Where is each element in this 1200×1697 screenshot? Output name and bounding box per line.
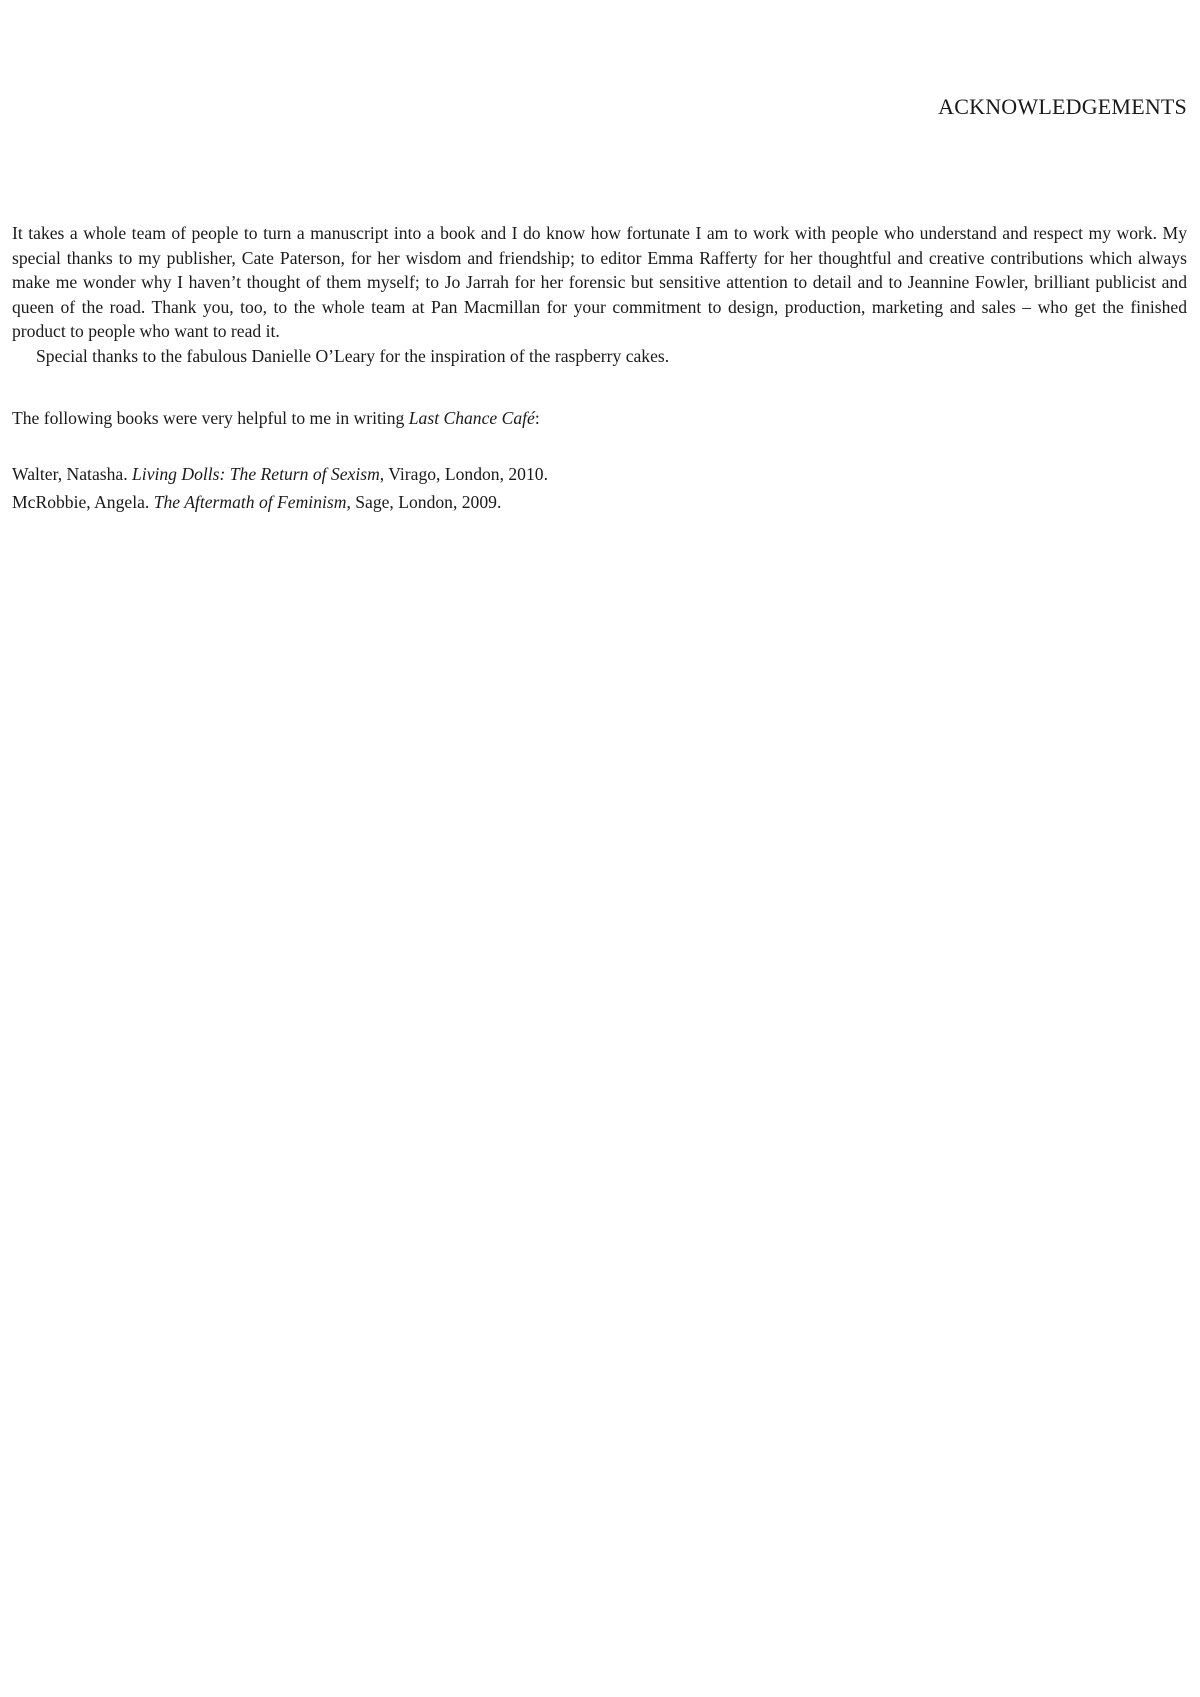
reference-author: McRobbie, Angela. [12,492,154,512]
page-title: ACKNOWLEDGEMENTS [938,94,1187,119]
intro-text: The following books were very helpful to me in writing [12,408,409,428]
intro-suffix: : [534,408,540,428]
book-title: Last Chance Café [408,408,535,428]
reference-item [12,460,548,488]
reference-item [12,488,548,516]
reference-title: Living Dolls: The Return of Sexism [132,464,380,484]
reference-list [12,460,548,516]
references-intro [12,406,540,430]
paragraph: Special thanks to the fabulous Danielle O’Leary for the inspiration of the raspberry cakes. [36,345,670,366]
acknowledgements-body [12,221,1187,368]
paragraph: It takes a whole team of people to turn a manuscript into a book and I do know how fortunate I am to work with people who understand and respect my work. My special thanks to my publisher, Cate Paterson, for her wisdom and friendship; to editor Emma Rafferty for her thoughtful and creative contributions which always make me wonder why I haven’t thought of them myself; to Jo Jarrah for her forensic but sensitive attention to detail and to Jeannine Fowler, brilliant publicist and queen of the road. Thank you, too, to the whole team at Pan Macmillan for your commitment to design, production, marketing and sales – who get the finished product to people who want to read it. [12,223,1187,341]
reference-author: Walter, Natasha. [12,464,133,484]
reference-title: The Aftermath of Feminism [153,492,347,512]
reference-details: , Sage, London, 2009. [346,492,502,512]
reference-details: , Virago, London, 2010. [379,464,548,484]
